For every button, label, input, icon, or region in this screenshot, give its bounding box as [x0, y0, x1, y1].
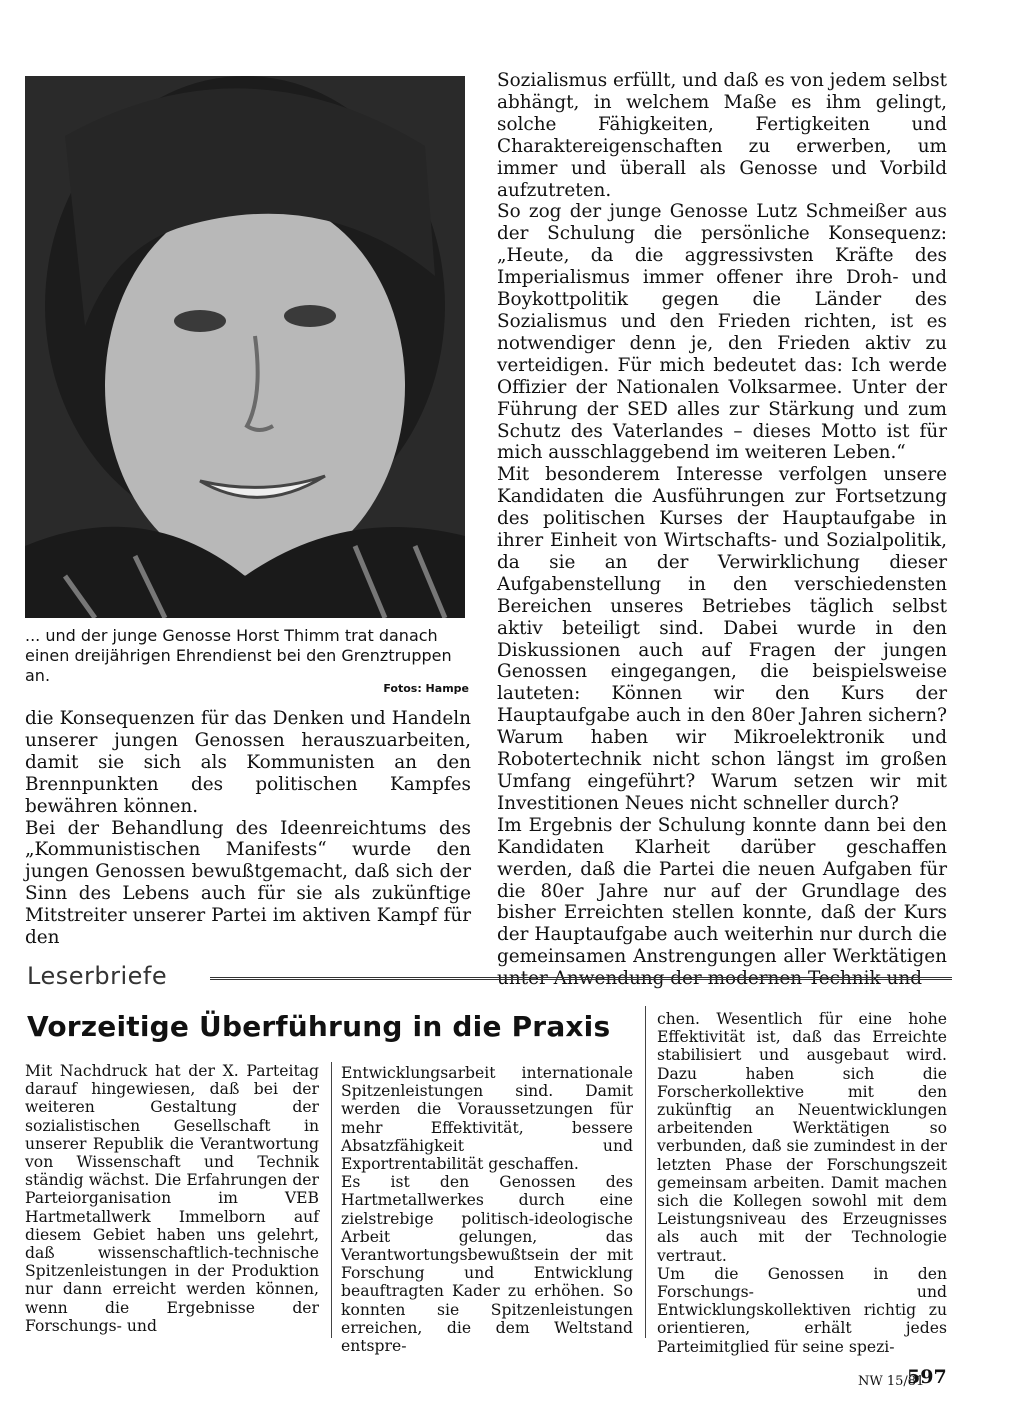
- paragraph: Mit besonderem Interesse verfolgen unsere Kandidaten die Ausführungen zur Fortsetzung des politischen Kurses der Hauptaufgabe in ihrer Einheit von Wirtschafts- und Sozialpolitik, da sie an der Verwirklichung dieser Aufgabenstellung in den verschiedensten Bereichen unseres Betriebes täglich selbst aktiv beteiligt sind. Dabei wurde in den Diskussionen auch auf Fragen der jungen Genossen eingegangen, die beispielsweise lauteten: Können wir den Kurs der Hauptaufgabe auch in den 80er Jahren sichern? Warum haben wir Mikroelektronik und Robotertechnik nicht schon längst im großen Umfang eingeführt? Warum setzen wir mit Investitionen Neues nicht schneller durch?: [497, 464, 947, 814]
- paragraph: Entwicklungsarbeit internationale Spitzenleistungen sind. Damit werden die Voraussetzungen für mehr Effektivität, bessere Absatzfähigkeit und Exportrentabilität geschaffen.: [341, 1064, 633, 1174]
- column-divider: [645, 1006, 646, 1338]
- section-divider: [210, 977, 952, 980]
- paragraph: Im Ergebnis der Schulung konnte dann bei den Kandidaten Klarheit darüber geschaffen werden, daß die Partei die neuen Aufgaben für die 80er Jahre nur auf der Grundlage des bisher Erreichten stellen konnte, daß der Kurs der Hauptaufgabe auch weiterhin nur durch die gemeinsamen Anstrengungen aller Werktätigen unter Anwendung der modernen Technik und: [497, 814, 947, 990]
- photo-credit: Fotos: Hampe: [383, 682, 469, 695]
- article-column-2: [341, 1064, 633, 1355]
- paragraph: Um die Genossen in den Forschungs- und Entwicklungskollektiven richtig zu orientieren, erhält jedes Parteimitglied für seine spezi-: [657, 1264, 947, 1356]
- paragraph: die Konsequenzen für das Denken und Handeln unserer jungen Genossen herauszuarbeiten, damit sie sich als Kommunisten an den Brennpunkten des politischen Kampfes bewähren können.: [25, 708, 471, 817]
- caption-text: ... und der junge Genosse Horst Thimm trat danach einen dreijährigen Ehrendienst bei den Grenztruppen an.: [25, 626, 452, 685]
- issue-number: NW 15/81: [858, 1374, 925, 1389]
- column-divider: [331, 1062, 332, 1338]
- paragraph: Bei der Behandlung des Ideenreichtums des „Kommunistischen Manifests“ wurde den jungen Genossen bewußtgemacht, daß sich der Sinn des Lebens auch für sie als zukünftige Mitstreiter unserer Partei im aktiven Kampf für den: [25, 817, 471, 949]
- portrait-illustration: [25, 76, 465, 618]
- portrait-photo: [25, 76, 465, 618]
- paragraph: Mit Nachdruck hat der X. Parteitag darauf hingewiesen, daß bei der weiteren Gestaltung der sozialistischen Gesellschaft in unserer Republik die Verantwortung von Wissenschaft und Technik ständig wächst. Die Erfahrungen der Parteiorganisation im VEB Hartmetallwerk Immelborn auf diesem Gebiet haben uns gelehrt, daß wissenschaftlich-technische Spitzenleistungen in der Produktion nur dann erreicht werden können, wenn die Ergebnisse der Forschungs- und: [25, 1062, 319, 1335]
- article-column-3: [657, 1010, 947, 1356]
- paragraph: chen. Wesentlich für eine hohe Effektivität ist, daß das Erreichte stabilisiert und ausgebaut wird. Dazu haben sich die Forscherkollektive mit den zukünftig an Neuentwicklungen arbeitenden Werktätigen so verbunden, daß sie zumindest in der letzten Phase der Forschungszeit gemeinsam arbeiten. Damit machen sich die Kollegen sowohl mit dem Leistungsniveau des Erzeugnisses als auch mit der Technologie vertraut.: [657, 1010, 947, 1265]
- paragraph: So zog der junge Genosse Lutz Schmeißer aus der Schulung die persönliche Konsequenz: „Heute, da die aggressivsten Kräfte des Imperialismus immer offener ihre Droh- und Boykottpolitik gegen die Länder des Sozialismus und den Frieden richten, ist es notwendiger denn je, den Frieden aktiv zu verteidigen. Für mich bedeutet das: Ich werde Offizier der Nationalen Volksarmee. Unter der Führung der SED alles zur Stärkung und zum Schutz des Vaterlandes – dieses Motto ist für mich ausschlaggebend im weiteren Leben.“: [497, 201, 947, 464]
- article-column-1: [25, 1062, 319, 1335]
- left-column-text: [25, 708, 471, 949]
- article-headline: Vorzeitige Überführung in die Praxis: [27, 1010, 611, 1043]
- paragraph: Es ist den Genossen des Hartmetallwerkes durch eine zielstrebige politisch-ideologische Arbeit gelungen, das Verantwortungsbewußtsein der mit Forschung und Entwicklung beauftragten Kader zu erhöhen. So konnten sie Spitzenleistungen erreichen, die dem Weltstand entspre-: [341, 1173, 633, 1356]
- photo-caption: [25, 626, 473, 695]
- page-number: 597: [907, 1366, 947, 1388]
- section-label: Leserbriefe: [27, 962, 168, 990]
- paragraph: Sozialismus erfüllt, und daß es von jedem selbst abhängt, in welchem Maße es ihm gelingt, solche Fähigkeiten, Fertigkeiten und Charaktereigenschaften zu erwerben, um immer und überall als Genosse und Vorbild aufzutreten.: [497, 70, 947, 201]
- right-column-text: [497, 70, 947, 990]
